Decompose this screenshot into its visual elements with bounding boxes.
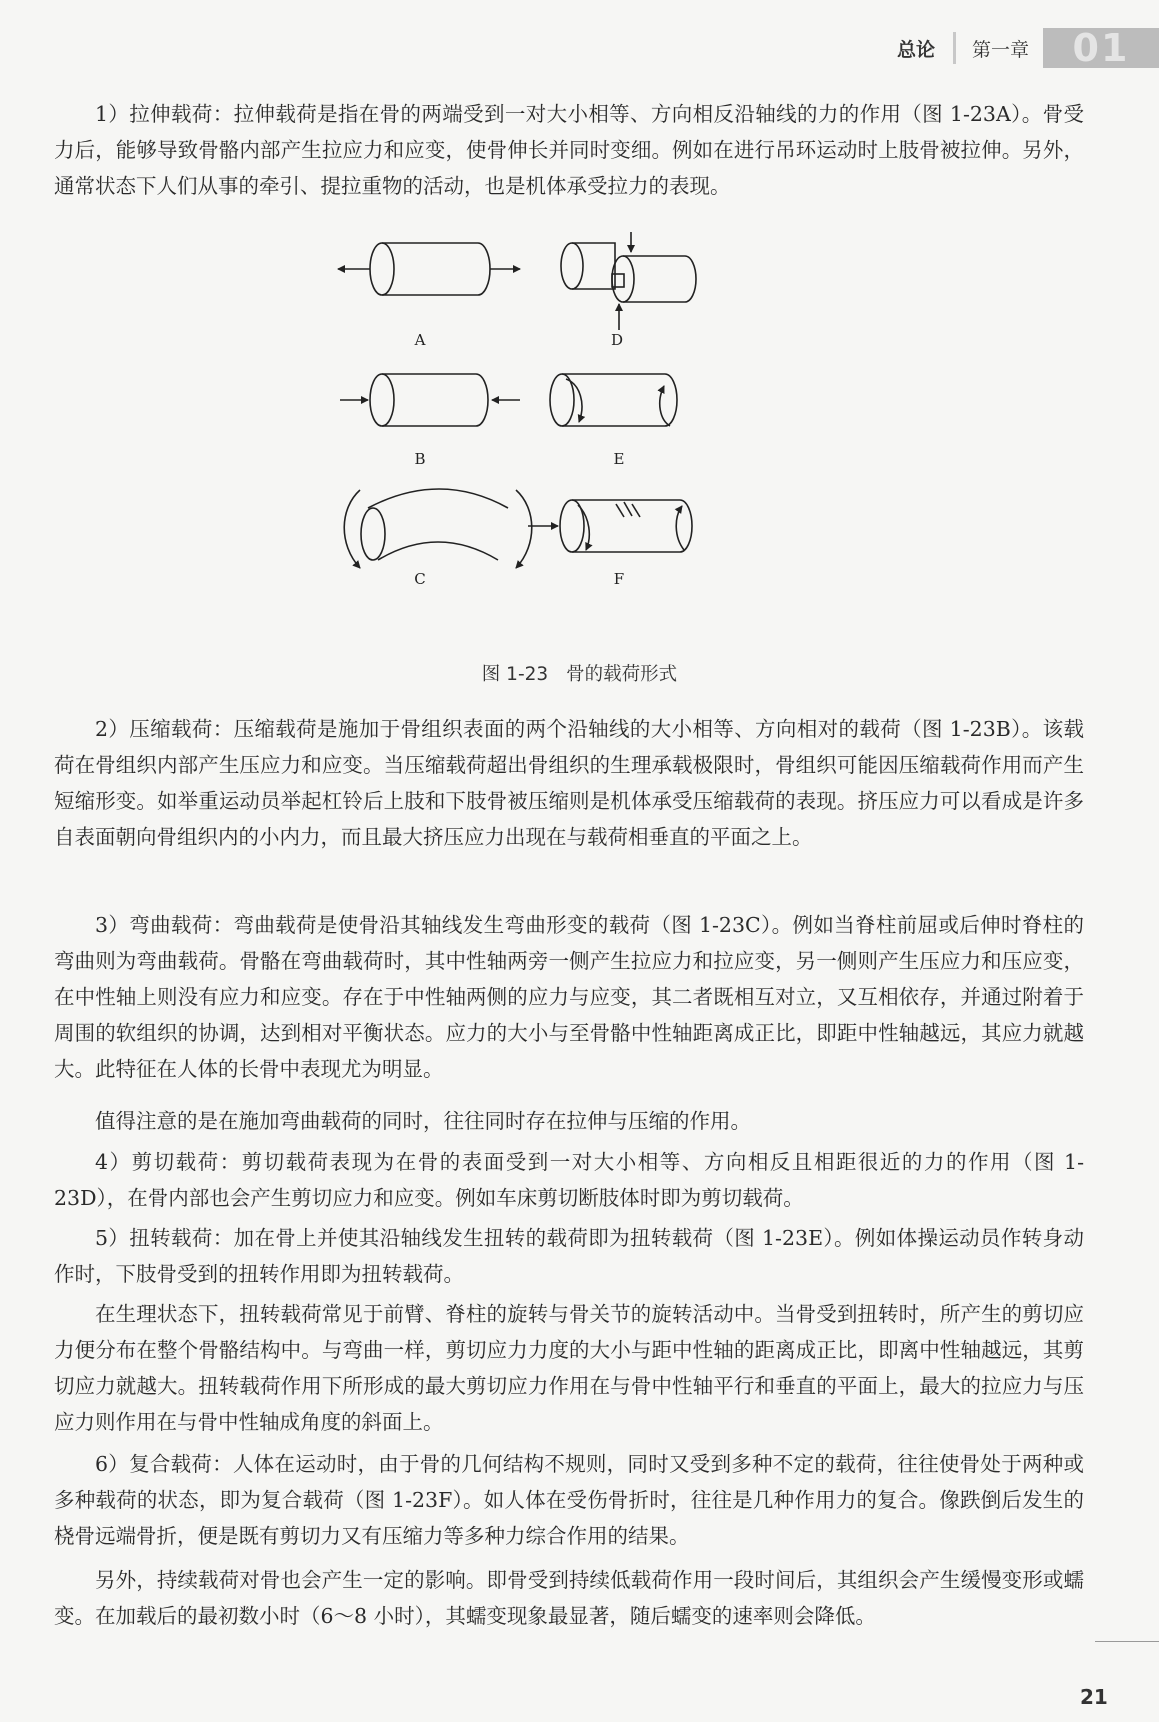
paragraph-tension-load: 1）拉伸载荷：拉伸载荷是指在骨的两端受到一对大小相等、方向相反沿轴线的力的作用（图 1-23A）。骨受力后，能够导致骨骼内部产生拉应力和应变，使骨伸长并同时变细。例如在进行吊环运动时上肢骨被拉伸。另外，通常状态下人们从事的牵引、提拉重物的活动，也是机体承受拉力的表现。	[54, 102, 1084, 198]
figure-label-b: B	[414, 450, 426, 468]
paragraph-compression-load: 2）压缩载荷：压缩载荷是施加于骨组织表面的两个沿轴线的大小相等、方向相对的载荷（图 1-23B）。该载荷在骨组织内部产生压应力和应变。当压缩载荷超出骨组织的生理承载极限时，骨组织可能因压缩载荷作用而产生短缩形变。如举重运动员举起杠铃后上肢和下肢骨被压缩则是机体承受压缩载荷的表现。挤压应力可以看成是许多自表面朝向骨组织内的小内力，而且最大挤压应力出现在与载荷相垂直的平面之上。	[54, 717, 1084, 849]
footer-rule	[1095, 1641, 1159, 1642]
figure-panel-c-bending	[344, 489, 532, 568]
figure-panel-e-torsion	[550, 374, 677, 426]
figure-label-c: C	[414, 570, 426, 588]
paragraph-sustained-load: 另外，持续载荷对骨也会产生一定的影响。即骨受到持续低载荷作用一段时间后，其组织会产生缓慢变形或蠕变。在加载后的最初数小时（6～8 小时），其蠕变现象最显著，随后蠕变的速率则会降低。	[54, 1568, 1084, 1628]
header-chapter-title: 第一章	[971, 38, 1029, 61]
header-chapter-badge	[1043, 28, 1159, 68]
figure-label-f: F	[613, 570, 625, 588]
header-chapter-number: 01	[1072, 26, 1130, 70]
figure-panel-d-shear	[561, 232, 696, 330]
figure-panel-b-compression	[340, 374, 520, 426]
paragraph-torsion-load: 5）扭转载荷：加在骨上并使其沿轴线发生扭转的载荷即为扭转载荷（图 1-23E）。例如体操运动员作转身动作时，下肢骨受到的扭转作用即为扭转载荷。	[54, 1226, 1084, 1286]
paragraph-bending-load: 3）弯曲载荷：弯曲载荷是使骨沿其轴线发生弯曲形变的载荷（图 1-23C）。例如当脊柱前屈或后伸时脊柱的弯曲则为弯曲载荷。骨骼在弯曲载荷时，其中性轴两旁一侧产生拉应力和拉应变，另一侧则产生压应力和压应变，在中性轴上则没有应力和应变。存在于中性轴两侧的应力与应变，其二者既相互对立，又互相依存，并通过附着于周围的软组织的协调，达到相对平衡状态。应力的大小与至骨骼中性轴距离成正比，即距中性轴越远，其应力就越大。此特征在人体的长骨中表现尤为明显。	[54, 913, 1084, 1081]
running-header	[897, 28, 1159, 68]
page-number: 21	[1080, 1685, 1108, 1709]
figure-caption-text: 骨的载荷形式	[566, 664, 678, 685]
paragraph-torsion-detail: 在生理状态下，扭转载荷常见于前臂、脊柱的旋转与骨关节的旋转活动中。当骨受到扭转时，所产生的剪切应力便分布在整个骨骼结构中。与弯曲一样，剪切应力力度的大小与距中性轴的距离成正比，即离中性轴越远，其剪切应力就越大。扭转载荷作用下所形成的最大剪切应力作用在与骨中性轴平行和垂直的平面上，最大的拉应力与压应力则作用在与骨中性轴成角度的斜面上。	[54, 1302, 1084, 1434]
figure-panel-f-combined	[528, 500, 692, 552]
figure-label-a: A	[414, 331, 426, 349]
figure-caption	[0, 660, 1159, 686]
header-divider	[953, 32, 956, 64]
figure-label-d: D	[610, 331, 624, 349]
header-section-title: 总论	[896, 38, 935, 61]
paragraph-combined-load: 6）复合载荷：人体在运动时，由于骨的几何结构不规则，同时又受到多种不定的载荷，往往使骨处于两种或多种载荷的状态，即为复合载荷（图 1-23F）。如人体在受伤骨折时，往往是几种作用力的复合。像跌倒后发生的桡骨远端骨折，便是既有剪切力又有压缩力等多种力综合作用的结果。	[54, 1452, 1084, 1548]
figure-bone-load-types	[330, 232, 800, 652]
figure-panel-a-tension	[338, 243, 520, 295]
figure-label-e: E	[613, 450, 625, 468]
figure-caption-label: 图 1-23	[481, 664, 549, 685]
paragraph-shear-load: 4）剪切载荷：剪切载荷表现为在骨的表面受到一对大小相等、方向相反且相距很近的力的作用（图 1-23D），在骨内部也会产生剪切应力和应变。例如车床剪切断肢体时即为剪切载荷。	[54, 1150, 1084, 1210]
paragraph-bending-note: 值得注意的是在施加弯曲载荷的同时，往往同时存在拉伸与压缩的作用。	[95, 1109, 751, 1133]
